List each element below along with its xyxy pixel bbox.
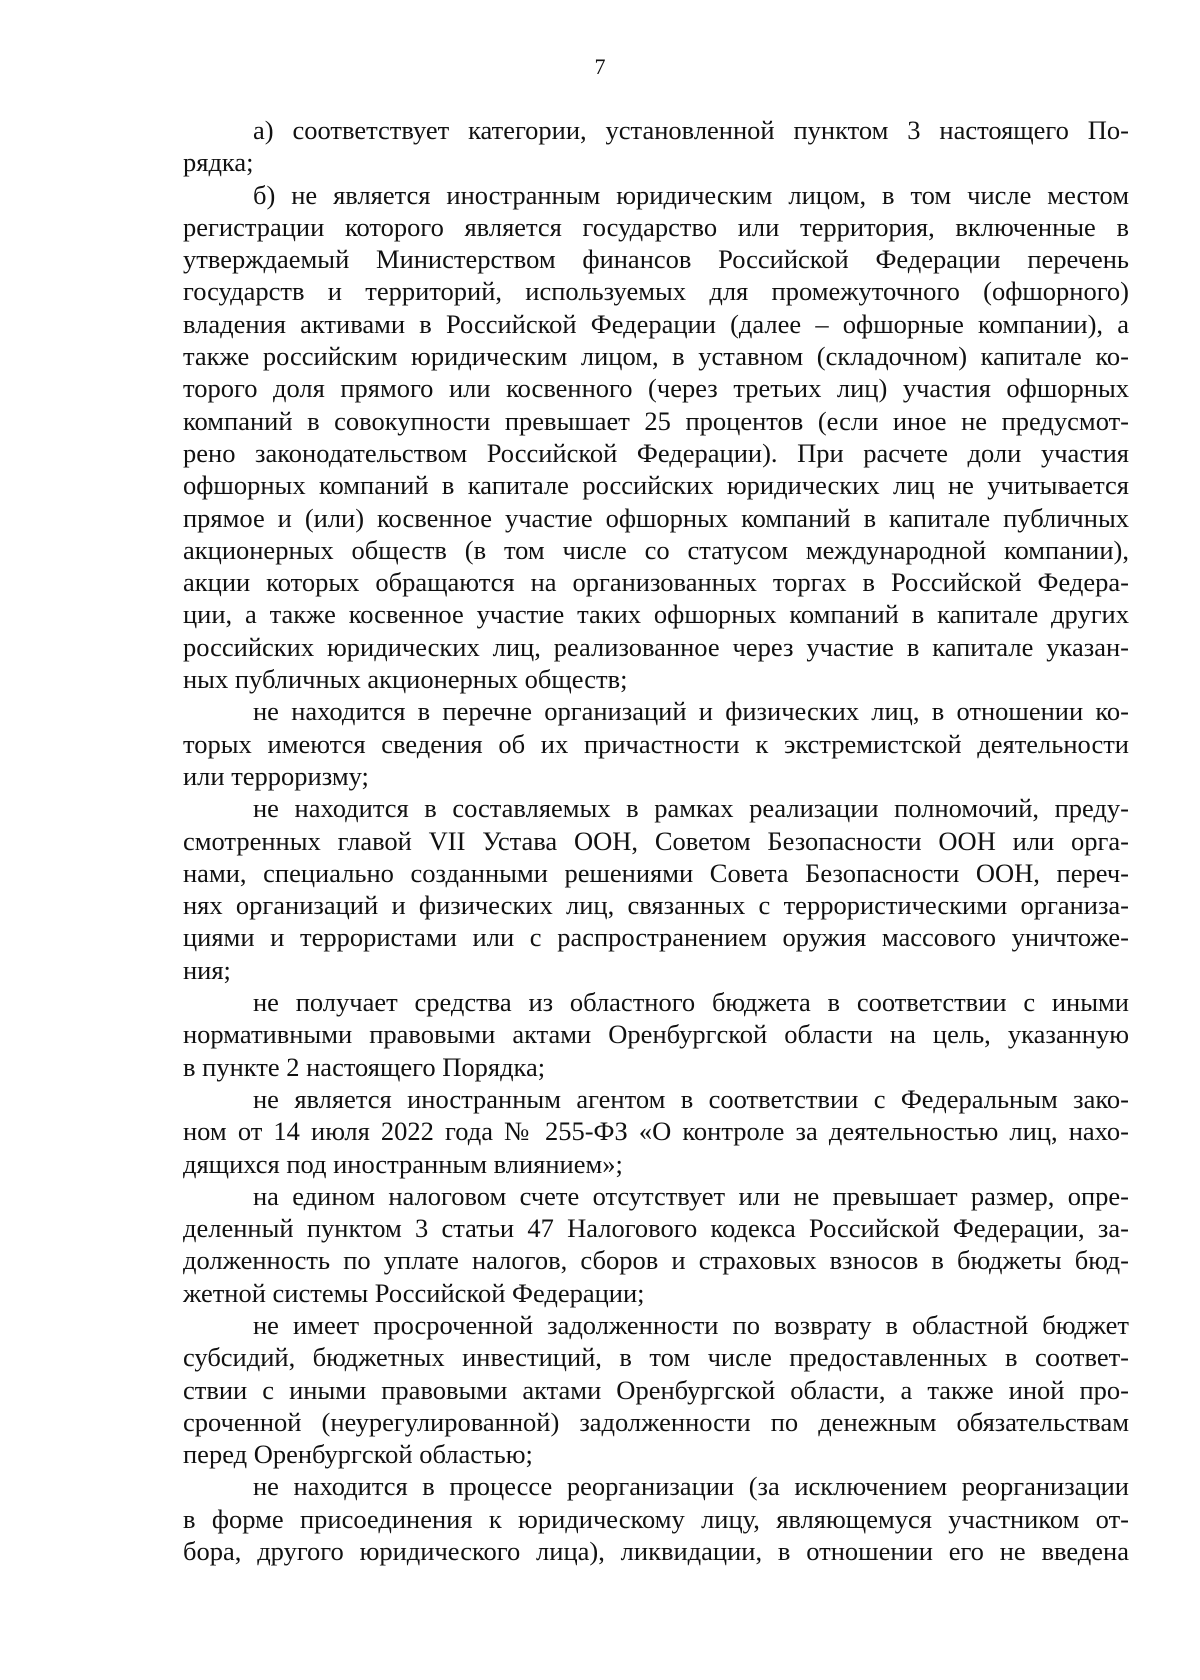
text-line: акционерных обществ (в том числе со статусом международной компании), xyxy=(183,534,1129,565)
text-line: субсидий, бюджетных инвестиций, в том числе предоставленных в соответ- xyxy=(183,1342,1129,1373)
text-line: а) соответствует категории, установленной пунктом 3 настоящего По- xyxy=(253,115,1129,145)
text-line: не находится в составляемых в рамках реализации полномочий, преду- xyxy=(253,793,1129,824)
text-line: долженность по уплате налогов, сборов и страховых взносов в бюджеты бюд- xyxy=(183,1245,1129,1276)
text-line: смотренных главой VII Устава ООН, Советом Безопасности ООН или орга- xyxy=(183,825,1129,856)
text-line: дящихся под иностранным влиянием»; xyxy=(183,1148,623,1179)
text-line: торых имеются сведения об их причастности к экстремистской деятельности xyxy=(183,728,1129,759)
text-line: ствии с иными правовыми актами Оренбургской области, а также иной про- xyxy=(183,1374,1129,1405)
text-line: ции, а также косвенное участие таких офшорных компаний в капитале других xyxy=(183,599,1129,630)
text-line: сроченной (неурегулированной) задолженности по денежным обязательствам xyxy=(183,1406,1129,1437)
text-line: российских юридических лиц, реализованное через участие в капитале указан- xyxy=(183,631,1129,662)
text-line: владения активами в Российской Федерации (далее – офшорные компании), а xyxy=(183,308,1129,339)
text-line: бора, другого юридического лица), ликвидации, в отношении его не введена xyxy=(183,1536,1129,1567)
text-line: не является иностранным агентом в соответствии с Федеральным зако- xyxy=(253,1083,1129,1114)
text-line: рено законодательством Российской Федерации). При расчете доли участия xyxy=(183,437,1129,468)
text-line: нормативными правовыми актами Оренбургской области на цель, указанную xyxy=(183,1019,1129,1050)
text-line: в форме присоединения к юридическому лицу, являющемуся участником от- xyxy=(183,1503,1129,1534)
text-line: не имеет просроченной задолженности по возврату в областной бюджет xyxy=(253,1309,1129,1340)
text-line: не получает средства из областного бюджета в соответствии с иными xyxy=(253,987,1129,1018)
text-line: ных публичных акционерных обществ; xyxy=(183,664,628,695)
text-line: прямое и (или) косвенное участие офшорных компаний в капитале публичных xyxy=(183,502,1129,533)
text-line: регистрации которого является государство или территория, включенные в xyxy=(183,211,1129,242)
page-number: 7 xyxy=(594,54,606,79)
text-line: циями и террористами или с распространением оружия массового уничтоже- xyxy=(183,922,1129,953)
document-body xyxy=(183,114,1129,1567)
text-line: офшорных компаний в капитале российских юридических лиц не учитывается xyxy=(183,470,1129,501)
text-line: государств и территорий, используемых для промежуточного (офшорного) xyxy=(183,276,1129,307)
text-line: перед Оренбургской областью; xyxy=(183,1439,533,1470)
text-line: деленный пунктом 3 статьи 47 Налогового кодекса Российской Федерации, за- xyxy=(183,1213,1129,1244)
text-line: компаний в совокупности превышает 25 процентов (если иное не предусмот- xyxy=(183,405,1129,436)
text-line: б) не является иностранным юридическим лицом, в том числе местом xyxy=(253,179,1129,210)
text-line: утверждаемый Министерством финансов Российской Федерации перечень xyxy=(183,244,1129,275)
text-line: торого доля прямого или косвенного (через третьих лиц) участия офшорных xyxy=(183,373,1129,404)
text-line: не находится в процессе реорганизации (за исключением реорганизации xyxy=(253,1471,1129,1502)
text-line: не находится в перечне организаций и физических лиц, в отношении ко- xyxy=(253,696,1129,727)
text-line: рядка; xyxy=(183,147,254,178)
text-line: жетной системы Российской Федерации; xyxy=(183,1277,645,1308)
text-line: или терроризму; xyxy=(183,760,369,791)
text-line: в пункте 2 настоящего Порядка; xyxy=(183,1051,546,1082)
text-line: акции которых обращаются на организованных торгах в Российской Федера- xyxy=(183,567,1129,598)
text-line: нами, специально созданными решениями Совета Безопасности ООН, переч- xyxy=(183,857,1129,888)
text-line: на едином налоговом счете отсутствует или не превышает размер, опре- xyxy=(253,1180,1129,1211)
text-line: ном от 14 июля 2022 года № 255-ФЗ «О контроле за деятельностью лиц, нахо- xyxy=(183,1116,1129,1147)
text-line: ния; xyxy=(183,954,231,985)
text-line: также российским юридическим лицом, в уставном (складочном) капитале ко- xyxy=(183,341,1129,372)
text-line: нях организаций и физических лиц, связанных с террористическими организа- xyxy=(183,890,1129,921)
